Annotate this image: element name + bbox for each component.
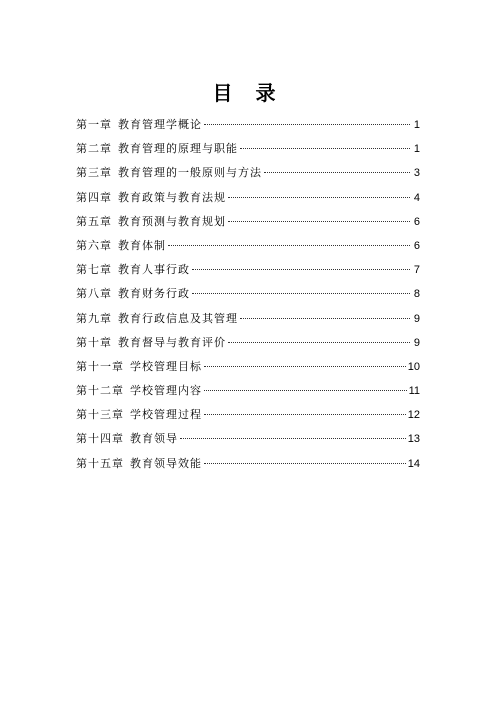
toc-chapter-title: 教育督导与教育评价 xyxy=(118,335,226,349)
toc-entry[interactable] xyxy=(76,331,420,355)
toc-entry[interactable] xyxy=(76,379,420,403)
toc-entry[interactable] xyxy=(76,234,420,258)
toc-leader-dots xyxy=(204,414,406,415)
toc-chapter-number: 第十四章 xyxy=(76,432,124,446)
toc-page-number: 9 xyxy=(413,336,420,349)
toc-chapter-title: 学校管理目标 xyxy=(130,359,202,373)
toc-chapter-title: 教育领导效能 xyxy=(130,456,202,470)
toc-chapter-title: 教育预测与教育规划 xyxy=(118,214,226,228)
toc-chapter-number: 第一章 xyxy=(76,118,112,131)
toc-leader-dots xyxy=(192,293,410,294)
toc-chapter-title: 教育领导 xyxy=(130,432,178,446)
toc-page-number: 3 xyxy=(413,167,420,180)
toc-entry[interactable] xyxy=(76,210,420,234)
toc-page-number: 14 xyxy=(407,457,420,470)
toc-entry[interactable] xyxy=(76,307,420,331)
toc-chapter-number: 第四章 xyxy=(76,190,112,204)
toc-page-number: 9 xyxy=(413,312,420,325)
toc-page-number: 10 xyxy=(407,360,420,373)
toc-chapter-title: 教育管理学概论 xyxy=(118,118,202,131)
toc-entry[interactable] xyxy=(76,113,420,137)
toc-list xyxy=(76,113,420,476)
toc-page-number: 7 xyxy=(413,264,420,277)
toc-page-number: 6 xyxy=(413,239,420,252)
toc-chapter-number: 第二章 xyxy=(76,142,112,156)
toc-leader-dots xyxy=(228,197,410,198)
toc-chapter-number: 第十三章 xyxy=(76,408,124,422)
toc-page-number: 12 xyxy=(407,409,420,422)
toc-leader-dots xyxy=(240,318,410,319)
toc-chapter-number: 第五章 xyxy=(76,214,112,228)
toc-leader-dots xyxy=(228,221,410,222)
toc-chapter-number: 第十五章 xyxy=(76,456,124,470)
toc-entry[interactable] xyxy=(76,427,420,451)
toc-leader-dots xyxy=(204,366,406,367)
toc-entry[interactable] xyxy=(76,452,420,476)
toc-leader-dots xyxy=(204,463,406,464)
toc-chapter-title: 学校管理内容 xyxy=(130,384,202,398)
toc-entry[interactable] xyxy=(76,403,420,427)
toc-leader-dots xyxy=(192,269,410,270)
toc-chapter-number: 第九章 xyxy=(76,311,112,325)
toc-chapter-number: 第十二章 xyxy=(76,384,124,398)
toc-entry[interactable] xyxy=(76,258,420,282)
toc-chapter-number: 第三章 xyxy=(76,166,112,180)
toc-chapter-title: 教育体制 xyxy=(118,238,166,252)
toc-page-number: 1 xyxy=(413,119,420,131)
toc-leader-dots xyxy=(264,172,410,173)
toc-chapter-number: 第八章 xyxy=(76,287,112,301)
toc-leader-dots xyxy=(204,390,407,391)
toc-entry[interactable] xyxy=(76,186,420,210)
toc-leader-dots xyxy=(180,438,406,439)
toc-title: 目 录 xyxy=(212,81,284,105)
toc-chapter-title: 教育人事行政 xyxy=(118,263,190,277)
toc-page-number: 4 xyxy=(413,191,420,204)
toc-page-number: 1 xyxy=(413,143,420,156)
toc-chapter-title: 教育管理的原理与职能 xyxy=(118,142,238,156)
toc-leader-dots xyxy=(228,342,410,343)
toc-page-number: 13 xyxy=(407,433,420,446)
toc-entry[interactable] xyxy=(76,355,420,379)
toc-leader-dots xyxy=(204,124,410,125)
toc-chapter-title: 教育政策与教育法规 xyxy=(118,190,226,204)
toc-page-number: 6 xyxy=(413,215,420,228)
toc-chapter-title: 教育财务行政 xyxy=(118,287,190,301)
toc-leader-dots xyxy=(168,245,410,246)
toc-chapter-title: 教育行政信息及其管理 xyxy=(118,311,238,325)
toc-entry[interactable] xyxy=(76,137,420,161)
toc-chapter-title: 学校管理过程 xyxy=(130,408,202,422)
toc-chapter-number: 第十一章 xyxy=(76,359,124,373)
toc-chapter-number: 第十章 xyxy=(76,335,112,349)
toc-chapter-number: 第六章 xyxy=(76,238,112,252)
toc-page-number: 8 xyxy=(413,288,420,301)
toc-leader-dots xyxy=(240,148,410,149)
toc-page-number: 11 xyxy=(408,385,420,398)
toc-chapter-number: 第七章 xyxy=(76,263,112,277)
toc-entry[interactable] xyxy=(76,282,420,306)
toc-chapter-title: 教育管理的一般原则与方法 xyxy=(118,166,262,180)
toc-entry[interactable] xyxy=(76,161,420,185)
